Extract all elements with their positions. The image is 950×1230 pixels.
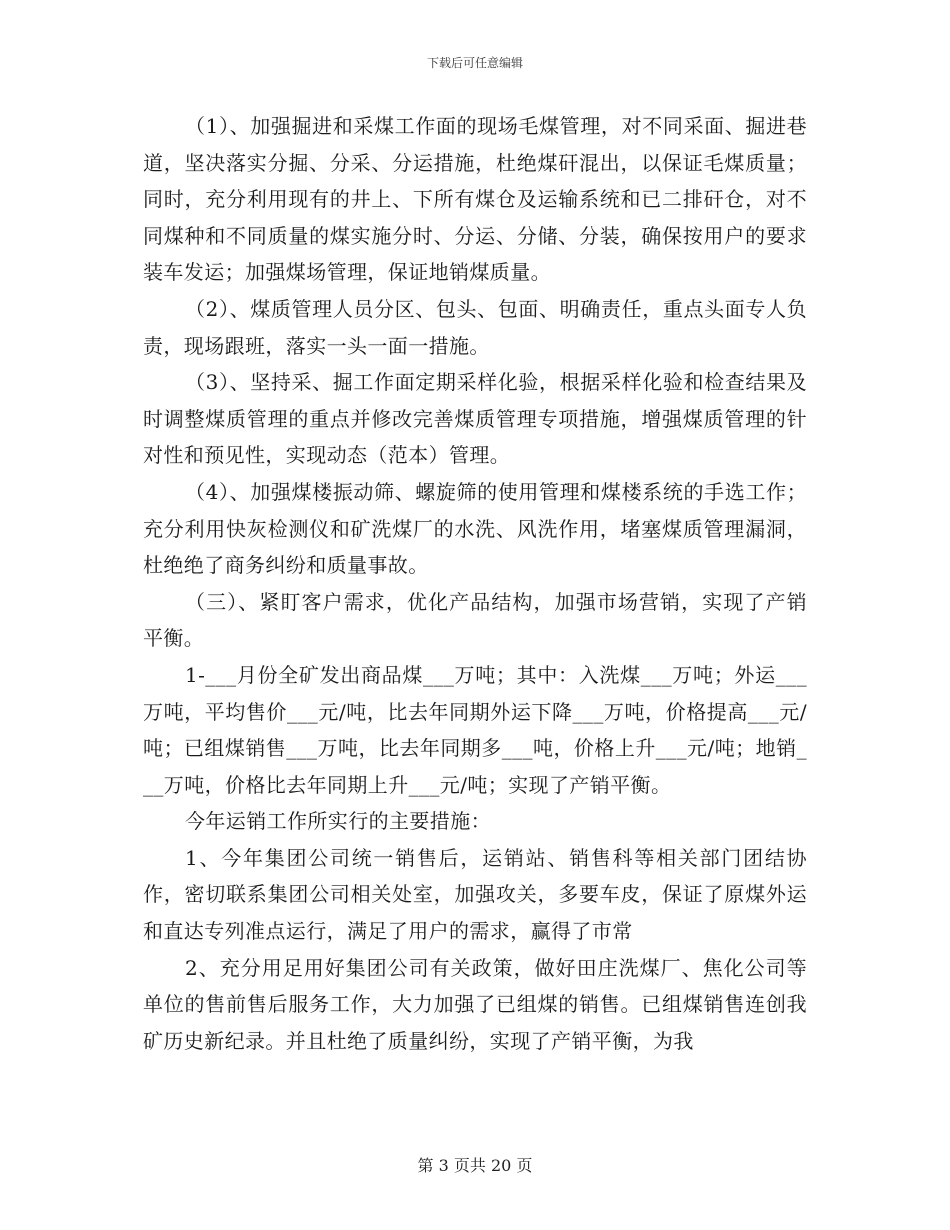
paragraph-main-measures-intro: 今年运销工作所实行的主要措施： — [185, 809, 491, 834]
paragraph-measure-1: （1）、加强掘进和采煤工作面的现场毛煤管理，对不同采面、掘进巷道，坚决落实分掘、分采、分运措施，杜绝煤矸混出，以保证毛煤质量；同时，充分利用现有的井上、下所有煤仓及运输系统和已二排矸仓，对不同煤种和不同质量的煤实施分时、分运、分储、分装，确保按用户的要求装车发运；加强煤场管理，保证地销煤质量。 — [143, 114, 807, 285]
section-heading-3: （三）、紧盯客户需求，优化产品结构，加强市场营销，实现了产销平衡。 — [143, 589, 807, 651]
paragraph-sales-figures: 1-___月份全矿发出商品煤___万吨；其中：入洗煤___万吨；外运___万吨，平均售价___元/吨，比去年同期外运下降___万吨，价格提高___元/吨；已组煤销售___万吨，比去年同期多___吨，价格上升___元/吨；地销___万吨，价格比去年同期上升___元/吨；实现了产销平衡。 — [143, 662, 807, 797]
paragraph-measure-3: （3）、坚持采、掘工作面定期采样化验，根据采样化验和检查结果及时调整煤质管理的重点并修改完善煤质管理专项措施，增强煤质管理的针对性和预见性，实现动态（范本）管理。 — [143, 370, 807, 468]
paragraph-sales-measure-1: 1、今年集团公司统一销售后，运销站、销售科等相关部门团结协作，密切联系集团公司相关处室，加强攻关，多要车皮，保证了原煤外运和直达专列准点运行，满足了用户的需求，赢得了市常 — [143, 845, 807, 944]
page-header: 下载后可任意编辑 — [426, 56, 523, 70]
document-body — [143, 108, 807, 1059]
paragraph-measure-2: （2）、煤质管理人员分区、包头、包面、明确责任，重点头面专人负责，现场跟班，落实一头一面一措施。 — [143, 296, 807, 358]
paragraph-sales-measure-2: 2、充分用足用好集团公司有关政策，做好田庄洗煤厂、焦化公司等单位的售前售后服务工作，大力加强了已组煤的销售。已组煤销售连创我矿历史新纪录。并且杜绝了质量纠纷，实现了产销平衡，为我 — [143, 955, 807, 1053]
paragraph-measure-4: （4）、加强煤楼振动筛、螺旋筛的使用管理和煤楼系统的手选工作；充分利用快灰检测仪和矿洗煤厂的水洗、风洗作用，堵塞煤质管理漏洞，杜绝绝了商务纠纷和质量事故。 — [143, 479, 807, 578]
page-footer: 第 3 页共 20 页 — [417, 1156, 533, 1175]
